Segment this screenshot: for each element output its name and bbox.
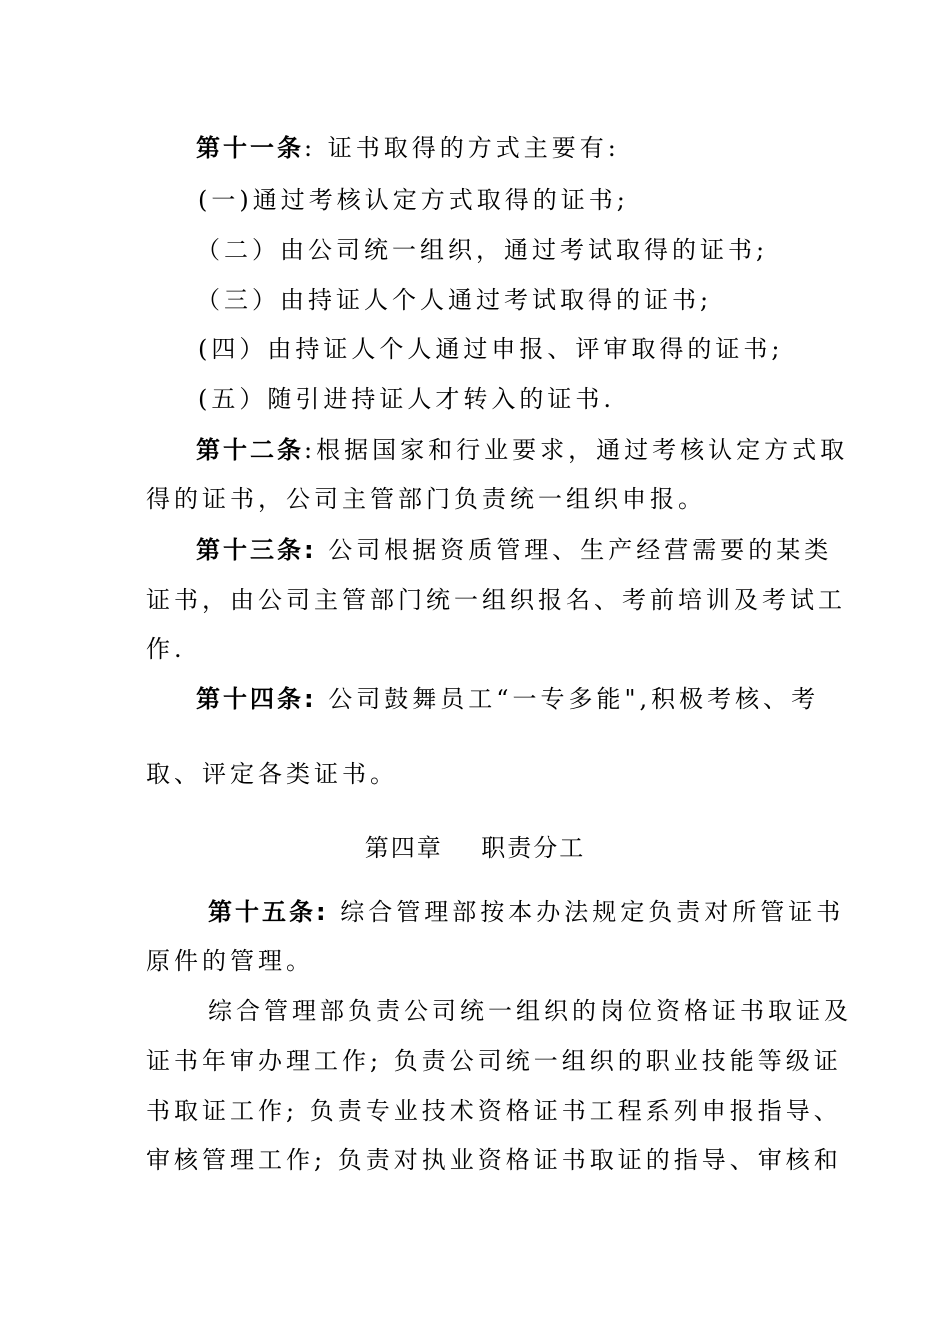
paragraph-line-2: 证书年审办理工作; 负责公司统一组织的职业技能等级证 [146, 1047, 842, 1075]
article-12-label: 第十二条 [196, 436, 304, 464]
article-13-text-1: 公司根据资质管理、生产经营需要的某类 [316, 536, 833, 564]
article-13-label: 第十三条: [196, 536, 317, 564]
article-14-line-2: 取、评定各类证书。 [146, 760, 398, 788]
article-11-item-4: (四）由持证人个人通过申报、评审取得的证书; [198, 335, 784, 363]
article-13-line-3: 作. [146, 635, 186, 663]
article-11-item-1: (一)通过考核认定方式取得的证书; [198, 186, 629, 214]
article-15-label: 第十五条: [208, 898, 329, 926]
article-15-text-1: 综合管理部按本办法规定负责对所管证书 [328, 898, 845, 926]
article-11-line [196, 131, 620, 165]
paragraph-line-3: 书取证工作; 负责专业技术资格证书工程系列申报指导、 [146, 1097, 842, 1125]
chapter-4-heading: 第四章 职责分工 [364, 834, 586, 862]
article-13-line-1 [196, 533, 832, 567]
article-12-line-1 [196, 433, 848, 467]
article-12-line-2: 得的证书，公司主管部门负责统一组织申报。 [146, 485, 706, 513]
article-15-line-1 [208, 895, 844, 929]
article-15-line-2: 原件的管理。 [146, 947, 314, 975]
article-11-item-5: (五）随引进持证人才转入的证书. [198, 385, 615, 413]
article-14-line-1 [196, 682, 819, 716]
article-12-text-1: :根据国家和行业要求，通过考核认定方式取 [304, 436, 849, 464]
article-14-label: 第十四条: [196, 685, 317, 713]
paragraph-line-1: 综合管理部负责公司统一组织的岗位资格证书取证及 [208, 997, 852, 1025]
article-11-text: : 证书取得的方式主要有: [304, 134, 620, 162]
article-11-label: 第十一条 [196, 134, 304, 162]
article-13-line-2: 证书，由公司主管部门统一组织报名、考前培训及考试工 [146, 586, 846, 614]
paragraph-line-4: 审核管理工作; 负责对执业资格证书取证的指导、审核和 [146, 1146, 842, 1174]
article-14-text-1: 公司鼓舞员工“一专多能",积极考核、考 [316, 685, 820, 713]
article-11-item-2: （二）由公司统一组织，通过考试取得的证书; [196, 236, 769, 264]
article-11-item-3: （三）由持证人个人通过考试取得的证书; [196, 286, 713, 314]
